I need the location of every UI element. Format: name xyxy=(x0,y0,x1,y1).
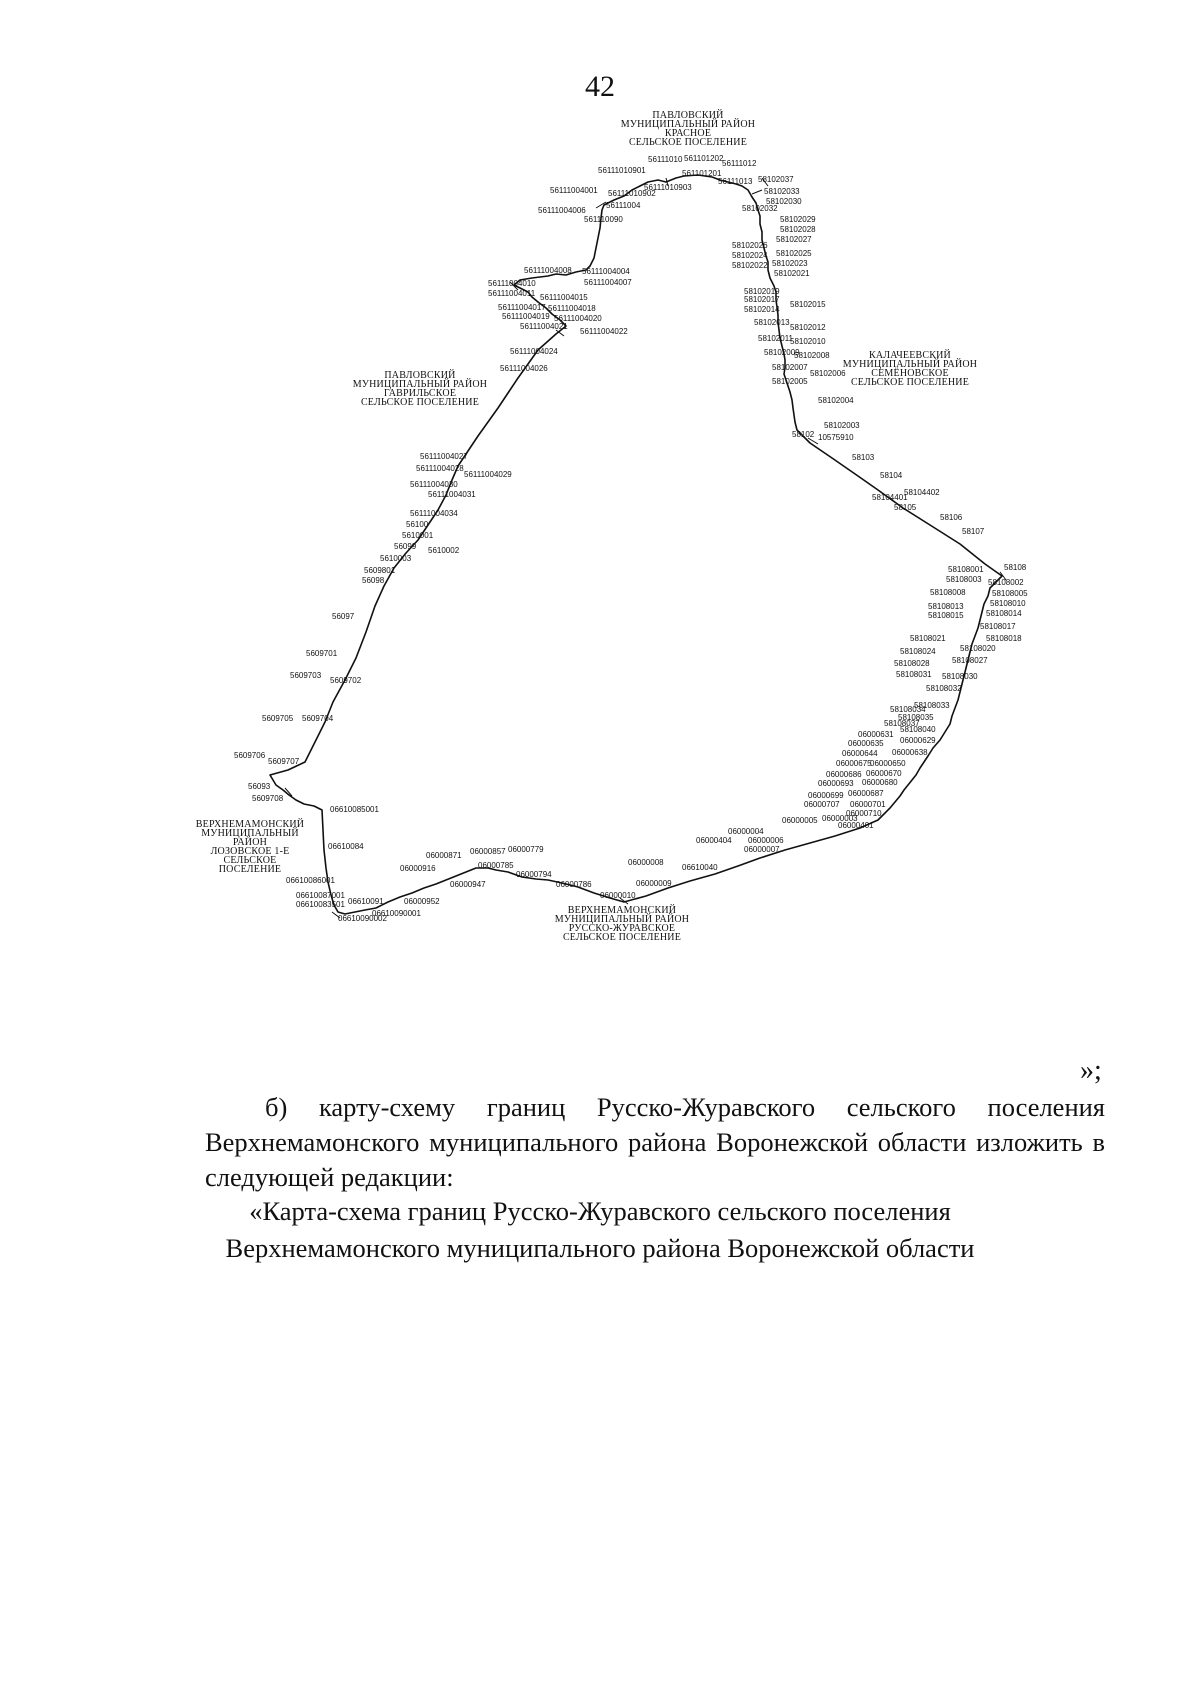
point-label: 56111004015 xyxy=(540,293,588,302)
region-label-line: ПАВЛОВСКИЙ xyxy=(384,370,456,381)
point-label: 58106 xyxy=(940,513,963,522)
point-label: 06000785 xyxy=(478,861,514,870)
point-label: 06610085001 xyxy=(330,805,379,814)
point-label: 58102004 xyxy=(818,396,854,405)
point-label: 58102012 xyxy=(790,323,826,332)
point-label: 5610001 xyxy=(402,531,434,540)
point-label: 58108014 xyxy=(986,609,1022,618)
point-label: 56111004017 xyxy=(498,303,546,312)
point-label: 06000710 xyxy=(846,809,882,818)
point-label: 06610091 xyxy=(348,897,384,906)
point-label: 06000693 xyxy=(818,779,854,788)
point-label: 58102028 xyxy=(780,225,816,234)
point-label: 58102010 xyxy=(790,337,826,346)
point-label: 58108001 xyxy=(948,565,984,574)
point-label: 58108035 xyxy=(898,713,934,722)
point-label: 58108033 xyxy=(914,701,950,710)
settlement-boundary-line xyxy=(270,175,1002,914)
point-label: 56098 xyxy=(362,576,385,585)
point-label: 58102015 xyxy=(790,300,826,309)
region-label-line: ПОСЕЛЕНИЕ xyxy=(218,864,282,875)
point-label: 06000010 xyxy=(600,891,636,900)
point-label: 06000008 xyxy=(628,858,664,867)
point-label: 58102033 xyxy=(764,187,800,196)
point-label: 58108010 xyxy=(990,599,1026,608)
point-label: 56099 xyxy=(394,542,417,551)
point-label: 06000005 xyxy=(782,816,818,825)
point-label: 561101202 xyxy=(684,154,724,163)
point-label: 06000003 xyxy=(822,814,858,823)
point-label: 56111004030 xyxy=(410,480,458,489)
point-label: 58104 xyxy=(880,471,903,480)
point-label: 58108 xyxy=(1004,563,1027,572)
region-label-line: ВЕРХНЕМАМОНСКИЙ xyxy=(567,905,677,916)
point-label: 06000631 xyxy=(858,730,894,739)
point-label: 58102006 xyxy=(810,369,846,378)
map-title-line-1: «Карта-схема границ Русско-Журавского сельского поселения xyxy=(249,1196,951,1226)
point-label: 06000644 xyxy=(842,749,878,758)
point-label: 56111004010 xyxy=(488,279,536,288)
point-label: 56111004028 xyxy=(416,464,464,473)
point-label: 58102014 xyxy=(744,305,780,314)
point-label: 56111004026 xyxy=(500,364,548,373)
point-label: 06000670 xyxy=(866,769,902,778)
point-label: 58108008 xyxy=(930,588,966,597)
point-label: 58102022 xyxy=(732,261,768,270)
point-label: 58102021 xyxy=(774,269,810,278)
point-label: 58108021 xyxy=(910,634,946,643)
point-label: 5610003 xyxy=(380,554,412,563)
point-label: 06000701 xyxy=(850,800,886,809)
point-label: 58108005 xyxy=(992,589,1028,598)
point-label: 56111004007 xyxy=(584,278,632,287)
point-label: 06000004 xyxy=(728,827,764,836)
point-label: 56111004001 xyxy=(550,186,598,195)
point-label: 06000635 xyxy=(848,739,884,748)
point-label: 06000916 xyxy=(400,864,436,873)
region-label-line: МУНИЦИПАЛЬНЫЙ xyxy=(201,828,299,839)
point-label: 58105 xyxy=(894,503,917,512)
point-label: 06000686 xyxy=(826,770,862,779)
point-label: 56111004011 xyxy=(488,289,536,298)
point-label: 58108037 xyxy=(884,719,920,728)
point-label: 56111010901 xyxy=(598,166,646,175)
point-label: 58108020 xyxy=(960,644,996,653)
region-label-line: СЕЛЬСКОЕ ПОСЕЛЕНИЕ xyxy=(360,397,480,408)
point-label: 58104402 xyxy=(904,488,940,497)
point-label: 06000638 xyxy=(892,748,928,757)
point-label: 5609707 xyxy=(268,757,300,766)
point-label: 56111004 xyxy=(606,201,641,210)
point-label: 58102011 xyxy=(758,334,793,343)
point-label: 56097 xyxy=(332,612,355,621)
point-label: 58102032 xyxy=(742,204,778,213)
point-label: 561101201 xyxy=(682,169,722,178)
point-label: 58102008 xyxy=(794,351,830,360)
region-label-line: РУССКО-ЖУРАВСКОЕ xyxy=(568,923,676,934)
region-label-line: КАЛАЧЕЕВСКИЙ xyxy=(869,350,951,361)
region-label-line: СЕЛЬСКОЕ ПОСЕЛЕНИЕ xyxy=(562,932,682,943)
point-label: 06000006 xyxy=(748,836,784,845)
point-label: 56111004018 xyxy=(548,304,596,313)
region-label-line: КРАСНОЕ xyxy=(664,128,712,139)
point-label: 58108018 xyxy=(986,634,1022,643)
point-label: 58102037 xyxy=(758,175,794,184)
point-label: 58102027 xyxy=(776,235,812,244)
point-label: 5609801 xyxy=(364,566,396,575)
point-label: 58108040 xyxy=(900,725,936,734)
point-label: 58108024 xyxy=(900,647,936,656)
point-label: 58102030 xyxy=(766,197,802,206)
point-label: 06000871 xyxy=(426,851,462,860)
point-labels xyxy=(234,154,1028,923)
point-label: 06000009 xyxy=(636,879,672,888)
point-label: 58102029 xyxy=(780,215,816,224)
point-label: 58108034 xyxy=(890,705,926,714)
point-label: 06610086001 xyxy=(286,876,335,885)
point-label: 56111004034 xyxy=(410,509,458,518)
point-label: 56111010903 xyxy=(644,183,692,192)
point-label: 56111013 xyxy=(718,177,753,186)
point-label: 58108027 xyxy=(952,656,988,665)
point-label: 58102023 xyxy=(772,259,808,268)
point-label: 56111004029 xyxy=(464,470,512,479)
point-label: 56111012 xyxy=(722,159,757,168)
page-number: 42 xyxy=(585,70,615,103)
point-label: 58108013 xyxy=(928,602,964,611)
point-label: 58102007 xyxy=(772,363,808,372)
point-label: 06610040 xyxy=(682,863,718,872)
region-label-line: СЕЛЬСКОЕ xyxy=(223,855,277,866)
point-label: 5609705 xyxy=(262,714,294,723)
region-label-line: ЛОЗОВСКОЕ 1-Е xyxy=(210,846,290,857)
point-label: 06000794 xyxy=(516,870,552,879)
region-label-line: СЕЛЬСКОЕ ПОСЕЛЕНИЕ xyxy=(850,377,970,388)
point-label: 10575910 xyxy=(818,433,854,442)
point-label: 5609703 xyxy=(290,671,322,680)
paragraph-b: б) карту-схему границ Русско-Журавского сельского поселения Верхнемамонского муниципального района Воронежской области изложить в следующей редакции: xyxy=(205,1092,1105,1192)
point-label: 56111010902 xyxy=(608,189,656,198)
region-label-line: СЕМЁНОВСКОЕ xyxy=(871,368,949,379)
region-label-line: МУНИЦИПАЛЬНЫЙ РАЙОН xyxy=(620,119,756,130)
point-label: 5610002 xyxy=(428,546,460,555)
point-label: 58104401 xyxy=(872,493,908,502)
point-label: 58108015 xyxy=(928,611,964,620)
region-label-line: МУНИЦИПАЛЬНЫЙ РАЙОН xyxy=(352,379,488,390)
point-label: 58102019 xyxy=(744,287,780,296)
point-label: 58102025 xyxy=(776,249,812,258)
point-label: 06000699 xyxy=(808,791,844,800)
point-label: 58108031 xyxy=(896,670,932,679)
map-title-line-2: Верхнемамонского муниципального района Воронежской области xyxy=(225,1233,975,1263)
point-label: 56111004024 xyxy=(510,347,558,356)
point-label: 58102013 xyxy=(754,318,790,327)
point-label: 06000947 xyxy=(450,880,486,889)
point-label: 56111004019 xyxy=(502,312,550,321)
point-label: 58108017 xyxy=(980,622,1016,631)
point-label: 58108003 xyxy=(946,575,982,584)
point-label: 06610084 xyxy=(328,842,364,851)
point-label: 56111004021 xyxy=(520,322,568,331)
point-label: 56111010 xyxy=(648,155,683,164)
point-label: 56093 xyxy=(248,782,271,791)
point-label: 06000857 xyxy=(470,847,506,856)
point-label: 58102005 xyxy=(772,377,808,386)
point-label: 06000707 xyxy=(804,800,840,809)
point-label: 06000007 xyxy=(744,845,780,854)
point-label: 56111004006 xyxy=(538,206,586,215)
region-label-line: ВЕРХНЕМАМОНСКИЙ xyxy=(195,819,305,830)
point-label: 58102009 xyxy=(764,348,800,357)
region-label-line: МУНИЦИПАЛЬНЫЙ РАЙОН xyxy=(842,359,978,370)
point-label: 56111004022 xyxy=(580,327,628,336)
point-label: 06000680 xyxy=(862,778,898,787)
point-label: 06000404 xyxy=(696,836,732,845)
point-label: 06610090001 xyxy=(372,909,421,918)
region-label-line: СЕЛЬСКОЕ ПОСЕЛЕНИЕ xyxy=(628,137,748,148)
closing-quote: »; xyxy=(1080,1055,1102,1086)
point-label: 56100 xyxy=(406,520,429,529)
point-label: 06000779 xyxy=(508,845,544,854)
point-label: 06610083501 xyxy=(296,900,345,909)
point-label: 06000675 xyxy=(836,759,872,768)
point-label: 06610090002 xyxy=(338,914,387,923)
point-label: 58108030 xyxy=(942,672,978,681)
point-label: 06000650 xyxy=(870,759,906,768)
point-label: 58108028 xyxy=(894,659,930,668)
point-label: 06610087001 xyxy=(296,891,345,900)
point-label: 5609708 xyxy=(252,794,284,803)
point-label: 06000401 xyxy=(838,821,874,830)
point-label: 5609704 xyxy=(302,714,334,723)
point-label: 56111004004 xyxy=(582,267,630,276)
point-label: 58102 xyxy=(792,430,815,439)
point-label: 58102003 xyxy=(824,421,860,430)
point-label: 06000687 xyxy=(848,789,884,798)
point-label: 5609702 xyxy=(330,676,362,685)
point-label: 56111004020 xyxy=(554,314,602,323)
region-label-line: ГАВРИЛЬСКОЕ xyxy=(383,388,457,399)
point-label: 06000629 xyxy=(900,736,936,745)
region-label-line: МУНИЦИПАЛЬНЫЙ РАЙОН xyxy=(554,914,690,925)
point-label: 58102017 xyxy=(744,295,780,304)
point-label: 06000952 xyxy=(404,897,440,906)
point-label: 58103 xyxy=(852,453,875,462)
point-label: 56111004008 xyxy=(524,266,572,275)
region-label-line: ПАВЛОВСКИЙ xyxy=(652,110,724,121)
point-label: 58108002 xyxy=(988,578,1024,587)
point-label: 58102024 xyxy=(732,251,768,260)
point-label: 5609706 xyxy=(234,751,266,760)
point-label: 58107 xyxy=(962,527,985,536)
point-label: 56111004027 xyxy=(420,452,468,461)
point-label: 58108032 xyxy=(926,684,962,693)
point-label: 5609701 xyxy=(306,649,338,658)
point-label: 561110090 xyxy=(584,215,623,224)
point-label: 56111004031 xyxy=(428,490,476,499)
point-label: 06000786 xyxy=(556,880,592,889)
region-label-line: РАЙОН xyxy=(232,837,268,848)
point-label: 58102026 xyxy=(732,241,768,250)
